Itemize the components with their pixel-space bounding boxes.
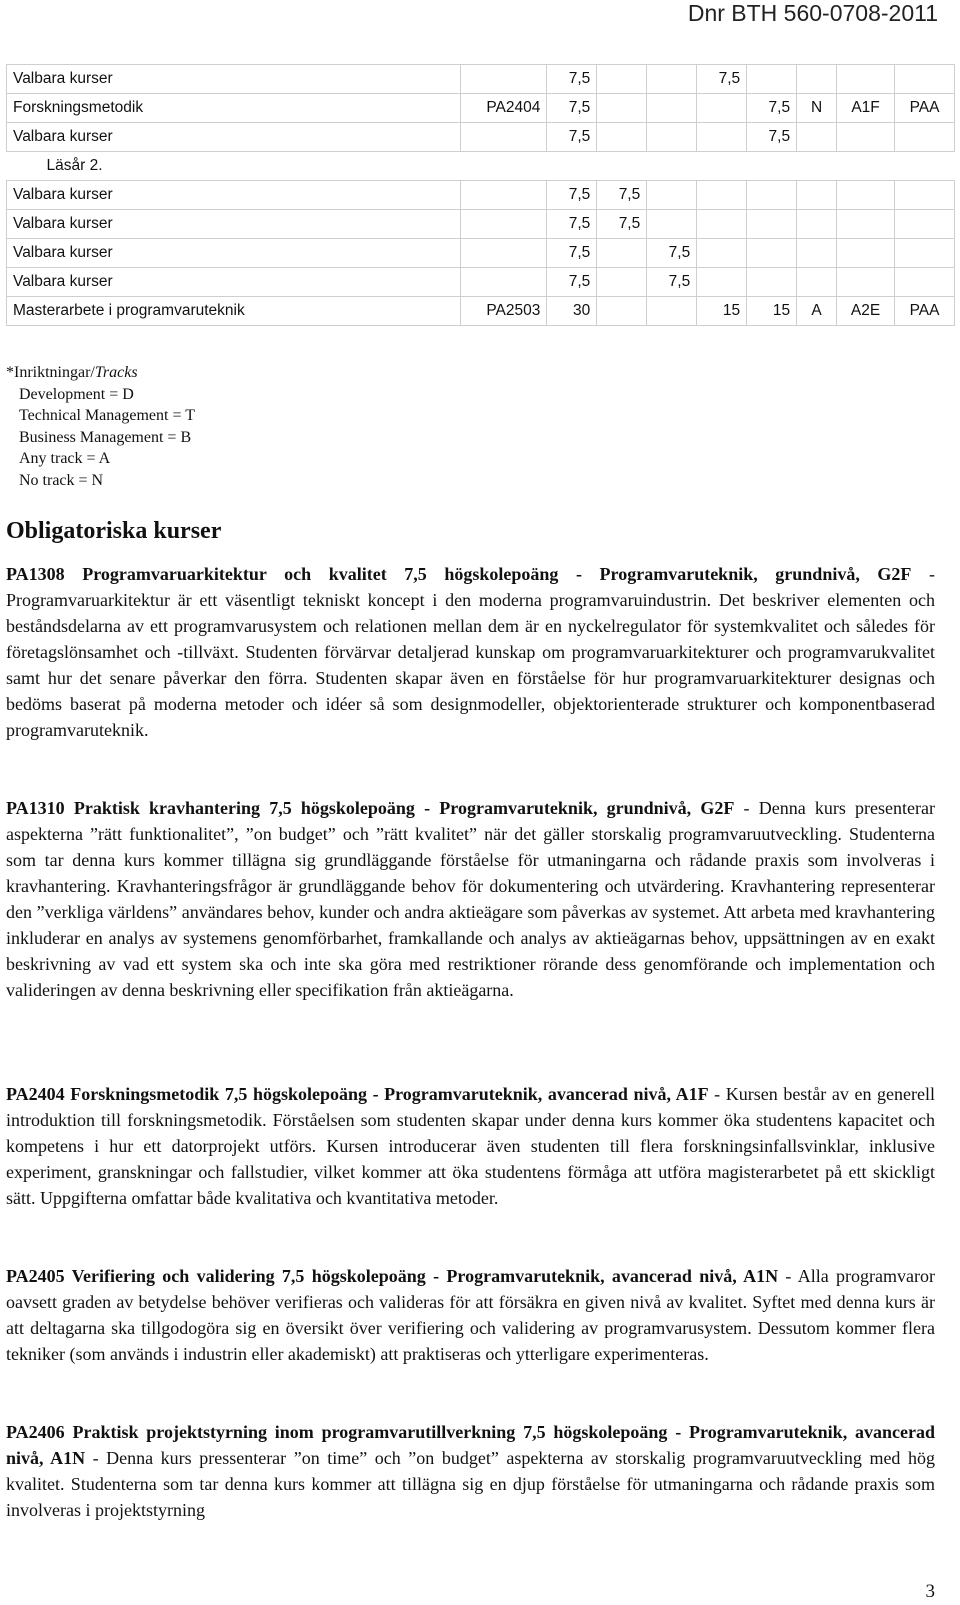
course-heading: PA1308 Programvaruarkitektur och kvalitet 7,5 högskolepoäng - Programvaruteknik, grundnivå, G2F [6, 564, 912, 584]
cell-p4 [747, 65, 797, 94]
cell-level [837, 65, 895, 94]
cell-exam [895, 210, 955, 239]
cell-exam [895, 268, 955, 297]
table-row [7, 297, 955, 326]
page-number: 3 [925, 1581, 935, 1602]
cell-hp: 30 [547, 297, 597, 326]
cell-p3: 7,5 [697, 65, 747, 94]
cell-p4 [747, 268, 797, 297]
year-label: Läsår 2. [46, 157, 103, 174]
cell-level [837, 123, 895, 152]
course-body: - Programvaruarkitektur är ett väsentligt tekniskt koncept i den moderna programvaruindustrin. Det beskriver elementen och beståndsdelarna av ett programvarusystem och relationen mellan dem är en nyckelregulator för systemkvalitet och således för företagslönsamhet och -tillväxt. Studenten förvärvar detaljerad kunskap om programvaruarkitekturer och programvarukvalitet samt hur det senare påverkar den förra. Studenten skapar även en förståelse för hur programvaruarkitekturer designas och bedöms baserat på moderna metoder och idéer så som designmodeller, objektorienterade strukturer och komponentbaserad programvaruteknik. [6, 564, 935, 740]
cell-p4: 7,5 [747, 94, 797, 123]
cell-p2 [647, 297, 697, 326]
course-table [6, 64, 955, 326]
table-row [7, 210, 955, 239]
cell-track [797, 210, 837, 239]
cell-p4: 7,5 [747, 123, 797, 152]
section-title: Obligatoriska kurser [6, 518, 222, 544]
cell-name: Valbara kurser [7, 65, 461, 94]
year-row [7, 152, 955, 181]
course-description [6, 795, 935, 1003]
cell-track [797, 239, 837, 268]
cell-track [797, 181, 837, 210]
cell-code: PA2503 [461, 297, 547, 326]
cell-code [461, 210, 547, 239]
cell-name: Valbara kurser [7, 210, 461, 239]
cell-track: N [797, 94, 837, 123]
course-heading: PA2406 Praktisk projektstyrning inom programvarutillverkning 7,5 högskolepoäng - Programvaruteknik, avancerad nivå, A1N [6, 1422, 935, 1468]
cell-p2 [647, 210, 697, 239]
table-row [7, 65, 955, 94]
cell-name: Valbara kurser [7, 123, 461, 152]
course-body: - Alla programvaror oavsett graden av betydelse behöver verifieras och valideras för att försäkra en given nivå av kvalitet. Syftet med denna kurs är att deltagarna ska tillgodogöra sig en översikt över verifiering och validering av programvarusystem. Dessutom kommer flera tekniker (som används i industrin eller akademiskt) att praktiseras och ytterligare experimenteras. [6, 1266, 935, 1364]
cell-exam [895, 123, 955, 152]
cell-hp: 7,5 [547, 123, 597, 152]
cell-code [461, 123, 547, 152]
cell-code [461, 239, 547, 268]
cell-track [797, 268, 837, 297]
course-description [6, 1263, 935, 1367]
cell-p3 [697, 123, 747, 152]
course-body: - Denna kurs pressenterar ”on time” och ”on budget” aspekterna av storskalig programvaruutveckling med hög kvalitet. Studenterna som tar denna kurs kommer att tillägna sig en djup förståelse för utmaningarna och rådande praxis som involveras i projektstyrning [6, 1448, 935, 1520]
table-row [7, 239, 955, 268]
cell-level [837, 210, 895, 239]
cell-code [461, 181, 547, 210]
cell-level: A1F [837, 94, 895, 123]
cell-p2 [647, 123, 697, 152]
cell-p1 [597, 268, 647, 297]
cell-p3 [697, 181, 747, 210]
cell-p4 [747, 210, 797, 239]
cell-track: A [797, 297, 837, 326]
cell-p1: 7,5 [597, 210, 647, 239]
cell-p4 [747, 239, 797, 268]
course-description [6, 561, 935, 743]
course-body: - Denna kurs presenterar aspekterna ”rätt funktionalitet”, ”on budget” och ”rätt kvalitet” när det gäller storskalig programvaruutveckling. Studenterna som tar denna kurs kommer tillägna sig grundläggande förståelse för utmaningarna och rådande praxis som involveras i kravhantering. Kravhanteringsfrågor är grundläggande behov för dokumentering och utvärdering. Kravhantering representerar den ”verkliga världens” användares behov, kunder och andra aktieägare som påverkas av systemet. Att arbeta med kravhantering inkluderar en analys av systemens genomförbarhet, framkallande och analys av aktieägarnas behov, uppsättningen av en exakt beskrivning av vad ett system ska och inte ska göra med restriktioner rörande dess genomförande och implementation och valideringen av denna beskrivning eller specifikation från aktieägarna. [6, 798, 936, 1000]
cell-p1 [597, 297, 647, 326]
cell-p2 [647, 94, 697, 123]
cell-exam: PAA [895, 297, 955, 326]
cell-p2: 7,5 [647, 268, 697, 297]
cell-p1 [597, 123, 647, 152]
cell-p3: 15 [697, 297, 747, 326]
cell-name: Valbara kurser [7, 181, 461, 210]
cell-name: Valbara kurser [7, 239, 461, 268]
cell-level: A2E [837, 297, 895, 326]
cell-name: Forskningsmetodik [7, 94, 461, 123]
cell-code [461, 65, 547, 94]
cell-p1 [597, 65, 647, 94]
cell-p1: 7,5 [597, 181, 647, 210]
cell-exam [895, 239, 955, 268]
cell-p4: 15 [747, 297, 797, 326]
cell-name: Masterarbete i programvaruteknik [7, 297, 461, 326]
cell-name: Valbara kurser [7, 268, 461, 297]
cell-p1 [597, 94, 647, 123]
cell-hp: 7,5 [547, 268, 597, 297]
course-heading: PA1310 Praktisk kravhantering 7,5 högskolepoäng - Programvaruteknik, grundnivå, G2F [6, 798, 735, 818]
course-heading: PA2404 Forskningsmetodik 7,5 högskolepoäng - Programvaruteknik, avancerad nivå, A1F [6, 1084, 709, 1104]
cell-p4 [747, 181, 797, 210]
cell-hp: 7,5 [547, 94, 597, 123]
cell-p1 [597, 239, 647, 268]
cell-p3 [697, 239, 747, 268]
table-row [7, 94, 955, 123]
course-description [6, 1081, 935, 1211]
cell-hp: 7,5 [547, 210, 597, 239]
cell-level [837, 239, 895, 268]
tracks-legend [6, 362, 195, 492]
course-body: - Kursen består av en generell introduktion till forskningsmetodik. Förståelsen som studenten skapar under denna kurs kommer öka studentens kapacitet och kompetens i hur ett datorprojekt utförs. Kursen introducerar även studenten till flera forskningsinfallsvinklar, inklusive experiment, granskningar och fallstudier, vilket kommer att öka studentens förmåga att utföra magisterarbetet på ett skickligt sätt. Uppgifterna omfattar både kvalitativa och kvantitativa metoder. [6, 1084, 935, 1208]
cell-track [797, 123, 837, 152]
course-heading: PA2405 Verifiering och validering 7,5 högskolepoäng - Programvaruteknik, avancerad nivå, A1N [6, 1266, 779, 1286]
document-id: Dnr BTH 560-0708-2011 [687, 0, 938, 26]
cell-code [461, 268, 547, 297]
cell-exam [895, 181, 955, 210]
table-row [7, 181, 955, 210]
table-row [7, 123, 955, 152]
cell-track [797, 65, 837, 94]
cell-hp: 7,5 [547, 239, 597, 268]
cell-p3 [697, 268, 747, 297]
course-description [6, 1419, 935, 1523]
cell-p3 [697, 94, 747, 123]
cell-exam: PAA [895, 94, 955, 123]
track-item: Development = D [19, 385, 134, 403]
table-row [7, 268, 955, 297]
track-item: Technical Management = T [19, 407, 195, 425]
cell-hp: 7,5 [547, 181, 597, 210]
tracks-heading: *Inriktningar/Tracks [6, 364, 138, 381]
cell-level [837, 268, 895, 297]
cell-p2 [647, 65, 697, 94]
cell-p3 [697, 210, 747, 239]
cell-exam [895, 65, 955, 94]
track-item: Any track = A [19, 450, 111, 468]
cell-code: PA2404 [461, 94, 547, 123]
cell-p2 [647, 181, 697, 210]
track-item: Business Management = B [19, 428, 192, 446]
track-item: No track = N [19, 471, 104, 489]
cell-hp: 7,5 [547, 65, 597, 94]
cell-p2: 7,5 [647, 239, 697, 268]
cell-level [837, 181, 895, 210]
